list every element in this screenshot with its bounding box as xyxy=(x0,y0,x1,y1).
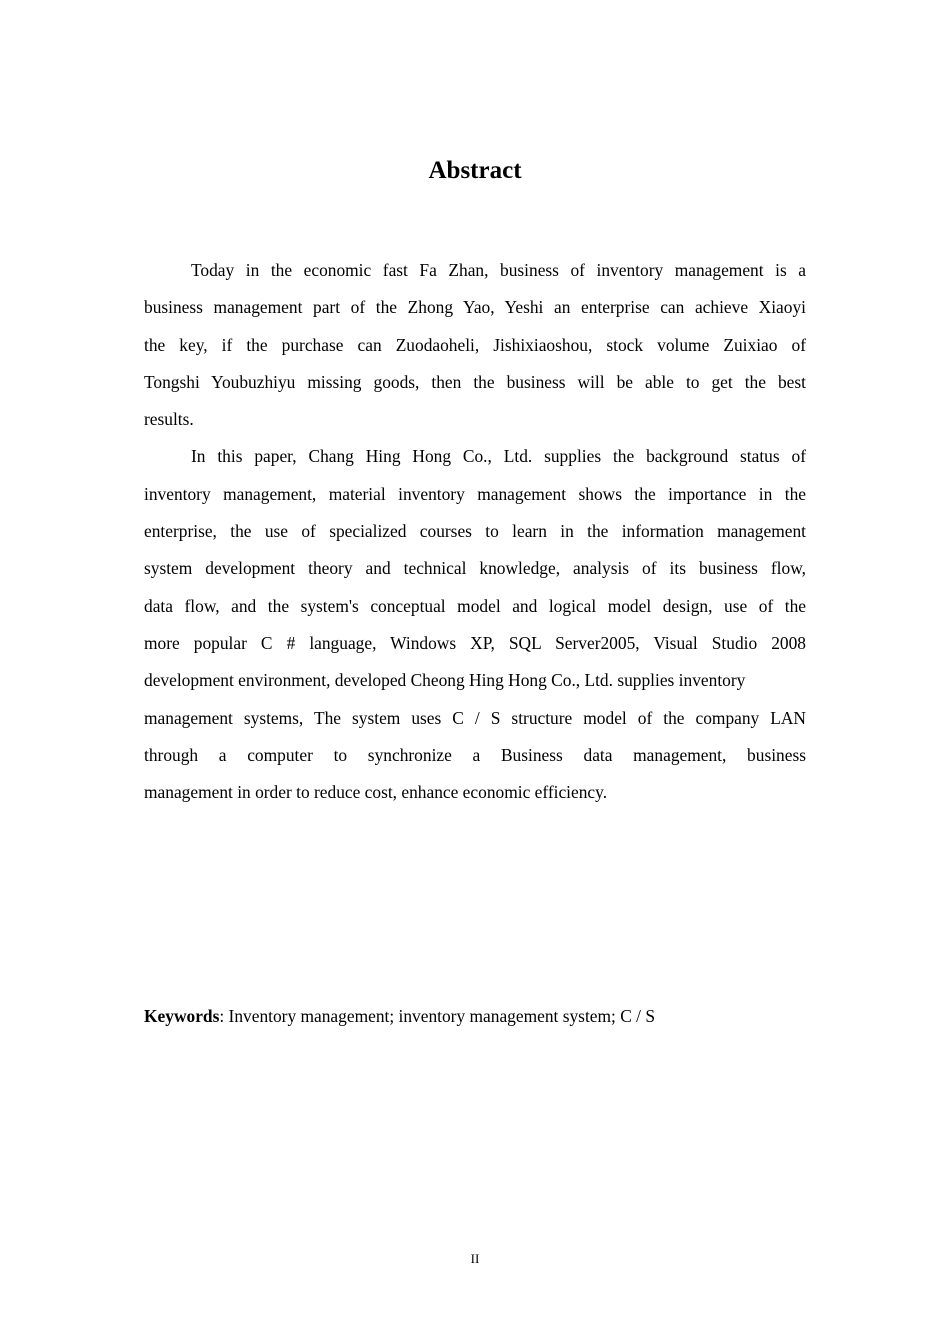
paragraph-line: results. xyxy=(144,409,194,430)
paragraph-line: the key, if the purchase can Zuodaoheli, Jishixiaoshou, stock volume Zuixiao of xyxy=(144,334,806,355)
paragraph-line: more popular C # language, Windows XP, SQL Server2005, Visual Studio 2008 xyxy=(144,632,806,653)
abstract-paragraph-2 xyxy=(144,438,806,811)
paragraph-line: In this paper, Chang Hing Hong Co., Ltd. supplies the background status of xyxy=(191,446,806,467)
paragraph-line: business management part of the Zhong Yao, Yeshi an enterprise can achieve Xiaoyi xyxy=(144,297,806,318)
keywords-label: Keywords xyxy=(144,1006,220,1026)
page-number: II xyxy=(470,1251,480,1266)
paragraph-line: system development theory and technical knowledge, analysis of its business flow, xyxy=(144,558,806,579)
paragraph-line: enterprise, the use of specialized courses to learn in the information management xyxy=(144,521,806,542)
paragraph-line: management systems, The system uses C / S structure model of the company LAN xyxy=(144,707,806,728)
paragraph-line: Tongshi Youbuzhiyu missing goods, then the business will be able to get the best xyxy=(144,371,806,392)
keywords-text: : Inventory management; inventory management system; C / S xyxy=(219,1006,655,1026)
abstract-title: Abstract xyxy=(428,157,522,184)
keywords-line xyxy=(144,1002,655,1030)
paragraph-line: through a computer to synchronize a Business data management, business xyxy=(144,744,806,765)
abstract-body xyxy=(144,252,806,811)
paragraph-line: development environment, developed Cheong Hing Hong Co., Ltd. supplies inventory xyxy=(144,670,746,691)
paragraph-line: data flow, and the system's conceptual model and logical model design, use of the xyxy=(144,595,806,616)
paragraph-line: Today in the economic fast Fa Zhan, business of inventory management is a xyxy=(191,260,806,280)
abstract-paragraph-1 xyxy=(144,252,806,438)
paragraph-line: management in order to reduce cost, enhance economic efficiency. xyxy=(144,782,608,803)
paragraph-line: inventory management, material inventory management shows the importance in the xyxy=(144,483,806,504)
